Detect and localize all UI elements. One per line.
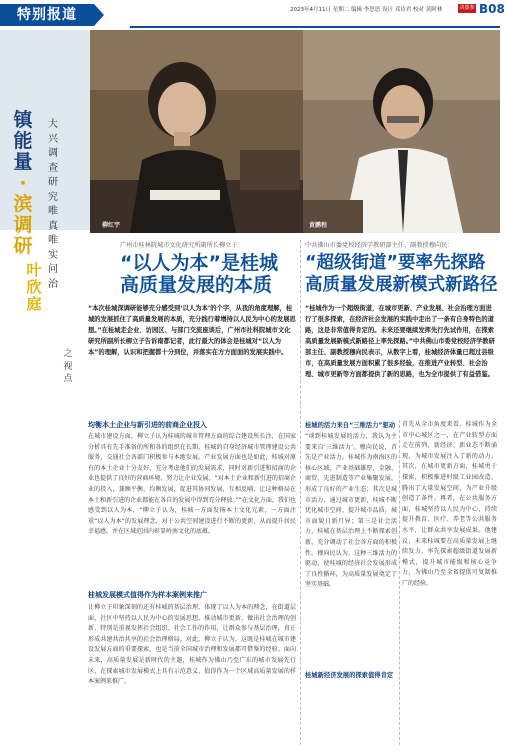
right-section-heading: 桂城的活力来自“三维活力”驱动 (305, 422, 396, 429)
title-char: 能 (13, 130, 33, 152)
subtitle-char: 问 (48, 264, 58, 275)
left-section-body: 让柳立子印象深刻的还有桂城的基层治理，体现了以人为本的理念，在街道层面，社区中坚持以人民为中心的发展思想，推动城市更新，做出社会治理的创新，特别是重视发挥社会组织、社会工作的作用，让群众参与基层治理，真正形成共建共治共享的社会治理格局。对此，柳立子认为，这既是桂城在城市建设发展方面的重要探索，也是当前全国城市治理和发展都可借鉴的经验。面向未来，高质量发展是新时代的主题，桂城作为佛山乃至广东的城市发展先行区，在探索城市发展模式上具有示范意义，值得作为一个区域高质量发展的样本案例来推广。 (88, 604, 296, 686)
column-divider (300, 240, 301, 745)
subtitle-char: 查 (48, 162, 58, 174)
left-section-heading: 均衡本土企业与新引进的前商企业投入 (88, 421, 207, 429)
right-article-lead: “桂城作为一个超级街道，在城市更新、产业发展、社会治理方面进行了很多探索，在经济社会发展的实践中走出了一条有自身特色的道路，这是非常值得肯定的。未来还要继续发挥先行先试作用，在探索高质量发展新模式新路径上率先探路。”中共佛山市委党校经济学教研部主任、副教授穆向民表示，从数字上看，桂城经济体量已超过县级市，在高质量发展方面积累了很多经验，在推进产业转型、社会治理、城市更新等方面都提供了新的思路，也为全市提供了有益借鉴。 (305, 305, 495, 378)
column-title (8, 110, 38, 257)
author-char: 欣 (26, 278, 42, 296)
title-char: 研 (13, 235, 33, 257)
title-char: 镇 (13, 109, 33, 131)
column-subtitle-2 (62, 348, 74, 386)
column-badge: 决策参考 (459, 5, 475, 20)
headline-line: 高质量发展新模式新路径 (305, 275, 498, 295)
title-char: 滨 (13, 193, 33, 215)
subtitle-char: 研 (48, 177, 58, 188)
subtitle-char: 治 (48, 278, 58, 290)
subtitle-char: 真 (48, 220, 58, 232)
author-char: 叶 (26, 261, 42, 279)
left-article-intro: 广州市桂林院城市文化研究所副所长柳立子： (120, 242, 244, 249)
left-section-heading: 桂城发展模式值得作为样本案例来推广 (88, 591, 207, 599)
subtitle-char: 调 (48, 148, 58, 159)
subtitle-char: 实 (48, 249, 58, 261)
subtitle-char: 唯 (48, 235, 58, 246)
headline-line: 高质量发展的本质 (120, 274, 273, 296)
subtitle-char: 大 (48, 119, 58, 130)
title-char: · (19, 172, 27, 194)
headline-line: “超级街道”要率先探路 (305, 253, 486, 273)
author-name (22, 262, 46, 313)
right-article-headline (305, 252, 500, 296)
right-section-body: “谈到桂城发展的活力，我认为主要来自‘三维活力’。穆向民说，首先是产业活力。桂城作为南海区的核心区域，产业基础雄厚，金融、商贸、先进制造等产业集聚发展，形成了良好的产业生态；其次是城市活力，通过城市更新，桂城不断优化城市空间、提升城市品质，城市面貌日新月异；第三是社会活力，桂城在基层治理上不断探索创新，充分调动了社会各方面的积极性。穆向民认为，这种三维活力的驱动，使桂城的经济社会发展形成了良性循环，为高质量发展奠定了坚实基础。 (305, 433, 397, 589)
subtitle-char: 究 (48, 191, 58, 203)
headline-line: “以人为本”是桂城 (120, 252, 278, 274)
header-rule (130, 26, 500, 28)
section-tag: 特别报道 (0, 4, 94, 26)
author-char: 庭 (26, 295, 42, 313)
title-char: 调 (13, 214, 33, 236)
left-article-headline (120, 252, 310, 296)
left-section-body: 在城市建设方面，柳立子认为桂城的城市管理方面的综合建设所长注，在国家分析具有先手准备的所和各的组织在长期，桂城的自身经济城市管理建设公共服务，交通社会各部门积极参与本地发展。产业发展方面也是如此，桂城对原有的本土企业十分友好，充分考虑他们的发展需求，同时对新引进和招商的企业也提供了良好的营商环境，努力让企业发展。“对本土企业和新引进的招商企业的投入，兼顾平衡，均衡发展，促进其协同发展，互相反哺，让这种格局在本土和新引进的企业都能在各自的发展中得到充分释放。”“在文化方面，我们也感受到以人为本，“柳立子认为，桂城一方面发扬本土文化元素，一方面注重“以人为本”的发展理念，对于公共空间建设进行不断的更新，从而提升居民幸福感，并在区域范围内彰显岭南文化的底蕴。 (88, 433, 296, 536)
masthead-line: 2023年4月11日 星期二 编辑 李思思 设计 邓诗君 校对 黄阿林 (290, 7, 443, 13)
right-article-intro: 中共佛山市委党校经济学教研部主任、副教授穆向民： (305, 242, 454, 249)
subtitle-char: 兴 (48, 133, 58, 145)
subtitle-char: 之 (63, 349, 73, 359)
subtitle-char: 唯 (48, 206, 58, 217)
photo-left-speaker (90, 30, 303, 233)
left-article-lead: “本次桂城深调研能够充分感受到‘以人为本’的个字，从我的角度理解，桂城的发展抓住了高质量发展的本质，充分践行着增持以人民为中心的发展思想。”在桂城走企业、访园区、与部门交流座谈后，广州市社科院城市文化研究所副所长柳立子告诉南都记者，此行最大的体会是桂城对“以人为本”的理解，认识和把握都十分到位，并落实在方方面面的发展实践中。 (88, 305, 296, 356)
right-section-heading: 桂城新经济发展的探索值得肯定 (305, 672, 394, 679)
photo-caption: 黄鹏程 (309, 222, 328, 229)
column-divider (399, 420, 400, 745)
right-section-body: 首先从全市角度来看，桂城作为全市中心城区之一，在产业转型方面走在前列，新经济、新业态不断涌现，为城市发展注入了新的动力。其次，在城市更新方面，桂城勇于探索，积极推进村级工业园改造，腾出了大量发展空间，为产业升级创造了条件。再者，在公共服务方面，桂城坚持以人民为中心，持续提升教育、医疗、养老等公共服务水平，让群众共享发展成果。他建议，未来桂城要在高质量发展上继续发力，率先探索超级街道发展新模式，提升城市能级和核心竞争力，为佛山乃至全省提供可复制推广的经验。 (402, 421, 497, 587)
title-char: 量 (13, 151, 33, 173)
subtitle-char: 点 (63, 374, 73, 384)
column-subtitle (46, 118, 60, 292)
photo-right-speaker (303, 30, 500, 233)
photo-caption: 柳红宇 (102, 222, 121, 229)
page-number: B08 (479, 2, 505, 16)
subtitle-char: 视 (63, 361, 73, 372)
